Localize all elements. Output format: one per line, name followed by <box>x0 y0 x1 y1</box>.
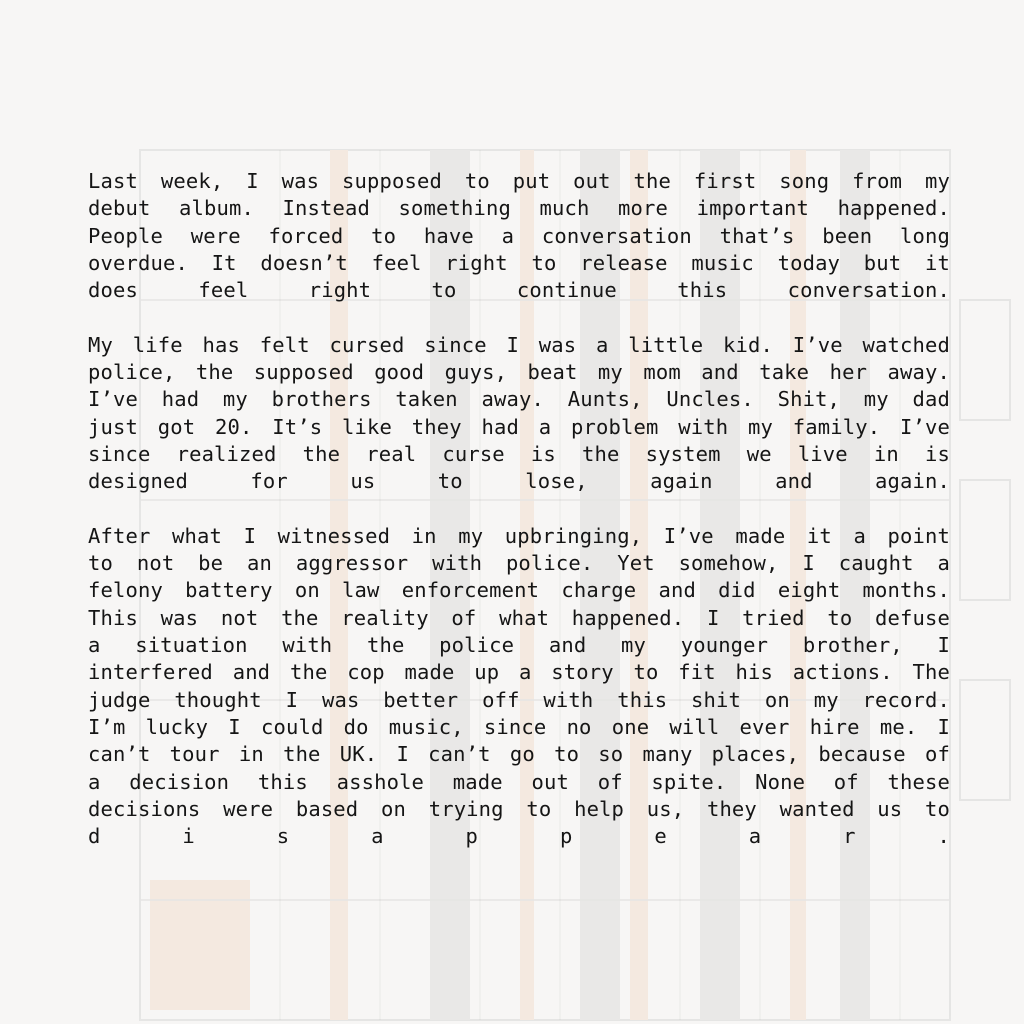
text-line: I’ve had my brothers taken away. Aunts, Uncles. Shit, my dad <box>88 387 950 412</box>
text-line: can’t tour in the UK. I can’t go to so many places, because of <box>88 742 950 767</box>
text-line: This was not the reality of what happened. I tried to defuse <box>88 605 950 630</box>
paragraph-3 <box>88 523 950 851</box>
text-line: People were forced to have a conversation that’s been long <box>88 223 950 248</box>
text-line: d i s a p p e a r . <box>88 824 950 849</box>
text-line: just got 20. It’s like they had a problem with my family. I’ve <box>88 414 950 439</box>
text-line: since realized the real curse is the system we live in is <box>88 441 950 466</box>
text-line: felony battery on law enforcement charge and did eight months. <box>88 578 950 603</box>
text-line: police, the supposed good guys, beat my mom and take her away. <box>88 360 950 385</box>
text-line: to not be an aggressor with police. Yet somehow, I caught a <box>88 551 950 576</box>
text-line: overdue. It doesn’t feel right to release music today but it <box>88 250 950 275</box>
text-line: does feel right to continue this conversation. <box>88 278 950 303</box>
paragraph-2 <box>88 332 950 496</box>
text-line: Last week, I was supposed to put out the first song from my <box>88 169 950 193</box>
text-line: judge thought I was better off with this shit on my record. <box>88 687 950 712</box>
text-line: designed for us to lose, again and again. <box>88 469 950 494</box>
text-line: interfered and the cop made up a story to fit his actions. The <box>88 660 950 685</box>
text-line: a decision this asshole made out of spite. None of these <box>88 769 950 794</box>
text-line: debut album. Instead something much more important happened. <box>88 196 950 221</box>
paragraph-1 <box>88 168 950 304</box>
text-line: I’m lucky I could do music, since no one will ever hire me. I <box>88 714 950 739</box>
text-line: decisions were based on trying to help us, they wanted us to <box>88 796 950 821</box>
text-line: My life has felt cursed since I was a little kid. I’ve watched <box>88 332 950 357</box>
letter-body <box>88 168 950 878</box>
text-line: After what I witnessed in my upbringing, I’ve made it a point <box>88 523 950 548</box>
text-line: a situation with the police and my younger brother, I <box>88 633 950 658</box>
